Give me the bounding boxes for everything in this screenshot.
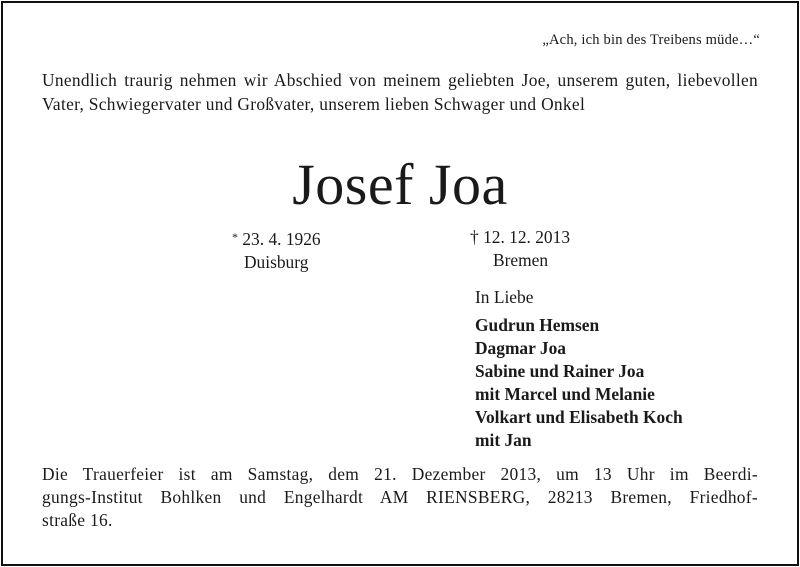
death-info <box>470 226 570 272</box>
birth-info <box>232 226 321 274</box>
funeral-info <box>42 463 758 532</box>
mourners-block <box>475 286 683 452</box>
mourner-name: Gudrun Hemsen <box>475 315 600 335</box>
death-place: Bremen <box>493 250 549 270</box>
birth-symbol: * <box>232 230 238 244</box>
deceased-name: Josef Joa <box>292 152 508 217</box>
mourner-name: Volkart und Elisabeth Koch <box>475 407 683 427</box>
death-symbol: † <box>470 227 479 247</box>
mourner-name: mit Marcel und Melanie <box>475 384 655 404</box>
mourner-name: Dagmar Joa <box>475 338 566 358</box>
mourner-name: Sabine und Rainer Joa <box>475 361 645 381</box>
funeral-line: straße 16. <box>42 510 113 530</box>
funeral-line: Die Trauerfeier ist am Samstag, dem 21. Dezember 2013, um 13 Uhr im Beerdi- <box>42 464 758 484</box>
birth-place: Duisburg <box>244 252 309 272</box>
funeral-line: gungs-Institut Bohlken und Engelhardt AM RIENSBERG, 28213 Bremen, Friedhof- <box>42 487 758 507</box>
mourners-label: In Liebe <box>475 287 534 307</box>
intro-text: Unendlich traurig nehmen wir Abschied von meinem geliebten Joe, unserem guten, liebevollen Vater, Schwiegervater und Großvater, unserem lieben Schwager und Onkel <box>42 70 758 114</box>
motto-quote: „Ach, ich bin des Treibens müde…“ <box>542 32 760 48</box>
death-date: 12. 12. 2013 <box>483 227 571 247</box>
mourner-name: mit Jan <box>475 430 532 450</box>
birth-date: 23. 4. 1926 <box>242 229 321 249</box>
